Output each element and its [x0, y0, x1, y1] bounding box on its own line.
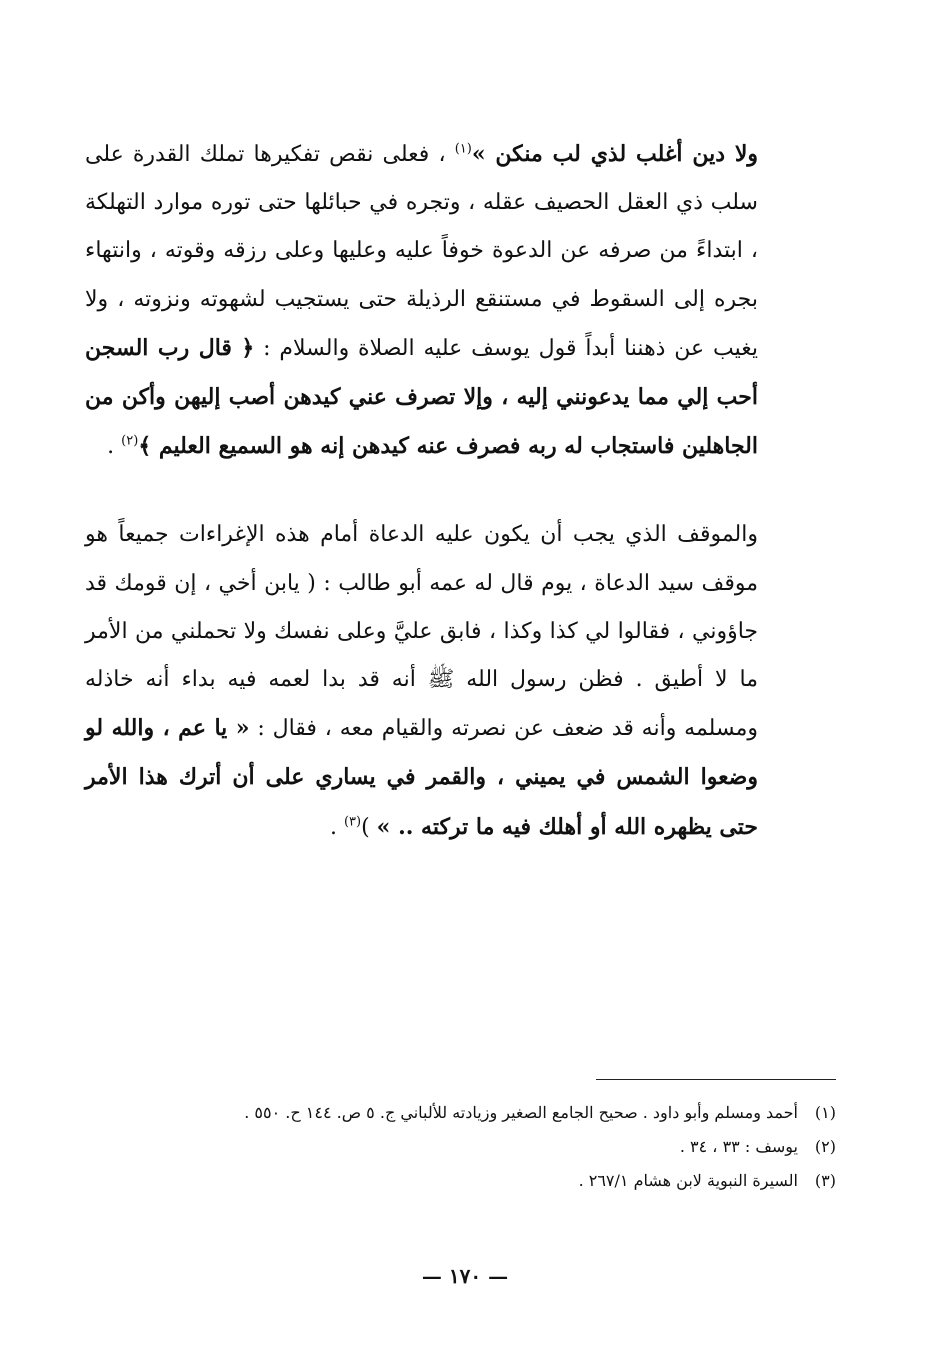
paragraph-1-end: . — [107, 434, 122, 460]
paragraph-2-text: والموقف الذي يجب أن يكون عليه الدعاة أمام هذه الإغراءات جميعاً هو موقف سيد الدعاة ، يوم قال له عمه أبو طالب : ( يابن أخي ، إن قومك قد جاؤوني ، فقالوا لي كذا وكذا ، فابق عليَّ وعلى نفسك ولا تحملني من الأمر ما لا أطيق . فظن رسول الله ﷺ أنه قد بدا لعمه فيه بداء أنه خاذله ومسلمه وأنه قد ضعف عن نصرته والقيام معه ، فقال : — [85, 522, 759, 742]
quran-quote: ﴿ قال رب السجن أحب إلي مما يدعونني إليه ، وإلا تصرف عني كيدهن أصب إليهن وأكن من الجاهلين فاستجاب له ربه فصرف عنه كيدهن إنه هو السميع العليم ﴾ — [85, 334, 758, 460]
main-text — [85, 130, 758, 852]
paragraph-1-text: ، فعلى نقص تفكيرها تملك القدرة على سلب ذي العقل الحصيف عقله ، وتجره في حبائلها حتى توره موارد التهلكة ، ابتداءً من صرفه عن الدعوة خوفاً عليه وعليها وعلى رزقه وقوته ، وانتهاء بجره إلى السقوط في مستنقع الرذيلة حتى يستجيب لشهوته ونزوته ، ولا يغيب عن ذهننا أبداً قول يوسف عليه الصلاة والسلام : — [85, 142, 758, 361]
prophet-quote: « يا عم ، والله لو وضعوا الشمس في يميني ، والقمر في يساري على أن أترك هذا الأمر حتى يظهره الله أو أهلك فيه ما تركته .. » — [85, 715, 758, 840]
footnote-text: أحمد ومسلم وأبو داود . صحيح الجامع الصغير وزيادته للألباني ج. ٥ ص. ١٤٤ ح. ٥٥٠ . — [244, 1103, 798, 1122]
page-number: — ١٧٠ — — [421, 1264, 509, 1288]
paragraph-1 — [85, 130, 758, 471]
footnote-3 — [90, 1164, 836, 1198]
paragraph-2 — [85, 511, 758, 851]
footnote-number: (٣) — [814, 1171, 836, 1190]
footnote-2 — [90, 1130, 836, 1164]
paragraph-2-end: . — [329, 814, 344, 840]
footnote-ref-1: (١) — [454, 141, 472, 157]
footnote-text: السيرة النبوية لابن هشام ٢٦٧/١ . — [578, 1171, 798, 1190]
paragraph-2-close: ) — [361, 814, 377, 840]
footnote-1 — [90, 1096, 836, 1130]
footnote-divider — [596, 1079, 836, 1080]
footnote-ref-3: (٣) — [343, 814, 362, 830]
footnote-number: (٢) — [814, 1137, 836, 1156]
footnote-number: (١) — [814, 1103, 836, 1122]
footnote-text: يوسف : ٣٣ ، ٣٤ . — [679, 1137, 798, 1156]
footnotes — [90, 1096, 836, 1198]
footnote-ref-2: (٢) — [121, 433, 139, 449]
hadith-quote: ولا دين أغلب لذي لب منكن » — [471, 141, 758, 167]
